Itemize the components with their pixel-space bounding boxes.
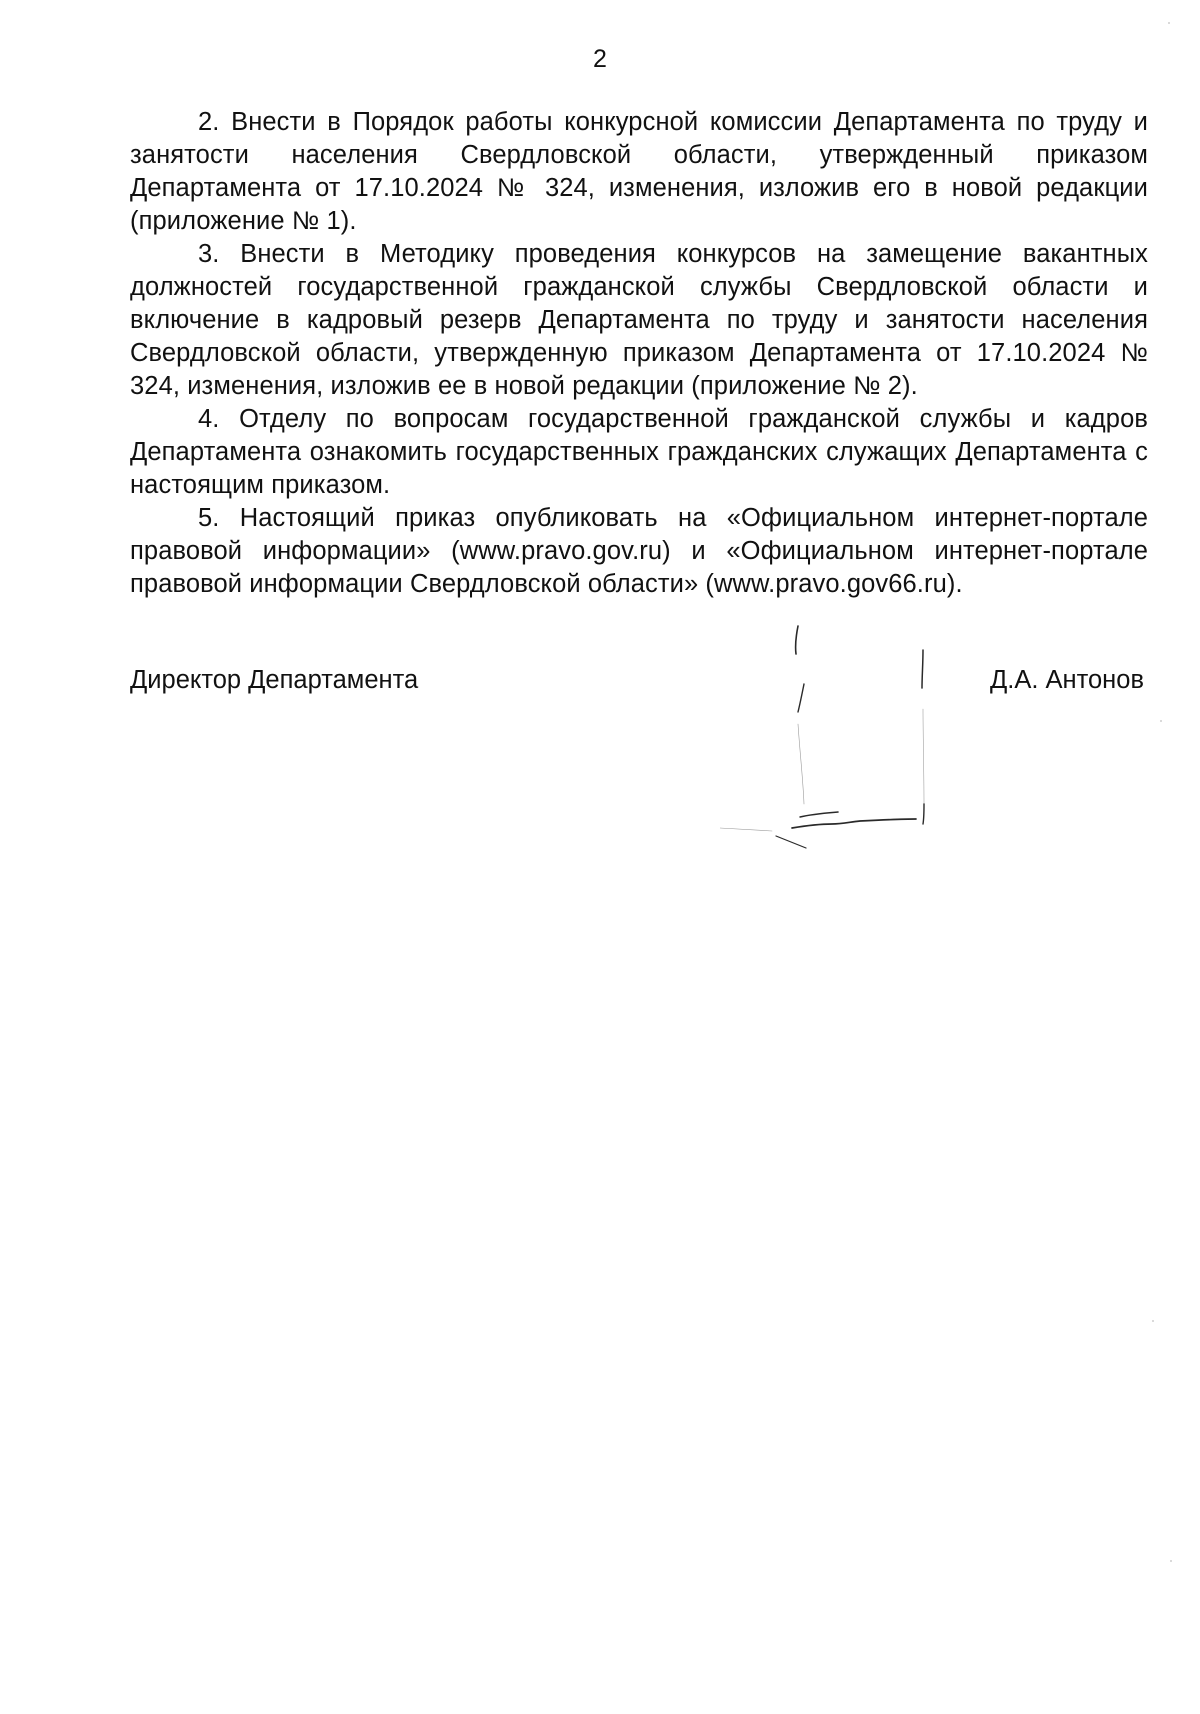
page-number: 2 (593, 45, 607, 73)
paragraph-item-3: 3. Внести в Методику проведения конкурсов на замещение вакантных должностей государственной гражданской службы Свердловской области и включение в кадровый резерв Департамента по труду и занятости населения Свердловской области, утвержденную приказом Департамента от 17.10.2024 № 324, изменения, изложив ее в новой редакции (приложение № 2). (130, 240, 1148, 400)
paragraph-item-4: 4. Отделу по вопросам государственной гражданской службы и кадров Департамента ознакомить государственных гражданских служащих Департамента с настоящим приказом. (130, 405, 1148, 499)
scan-speck (1152, 1320, 1154, 1322)
paragraph-item-2: 2. Внести в Порядок работы конкурсной комиссии Департамента по труду и занятости населения Свердловской области, утвержденный приказом Департамента от 17.10.2024 № 324, изменения, изложив его в новой редакции (приложение № 1). (130, 108, 1148, 235)
signature-block (130, 664, 1144, 704)
document-body (130, 106, 1148, 601)
paragraph-item-5: 5. Настоящий приказ опубликовать на «Официальном интернет-портале правовой информации» (www.pravo.gov.ru) и «Официальном интернет-портале правовой информации Свердловской области» (www.pravo.gov66.ru). (130, 504, 1148, 598)
scan-speck (1170, 1560, 1172, 1562)
scan-speck (1168, 22, 1170, 24)
signatory-position: Директор Департамента (130, 666, 419, 694)
handwritten-signature (720, 614, 940, 864)
scan-speck (1160, 720, 1162, 722)
signatory-name: Д.А. Антонов (989, 666, 1144, 694)
